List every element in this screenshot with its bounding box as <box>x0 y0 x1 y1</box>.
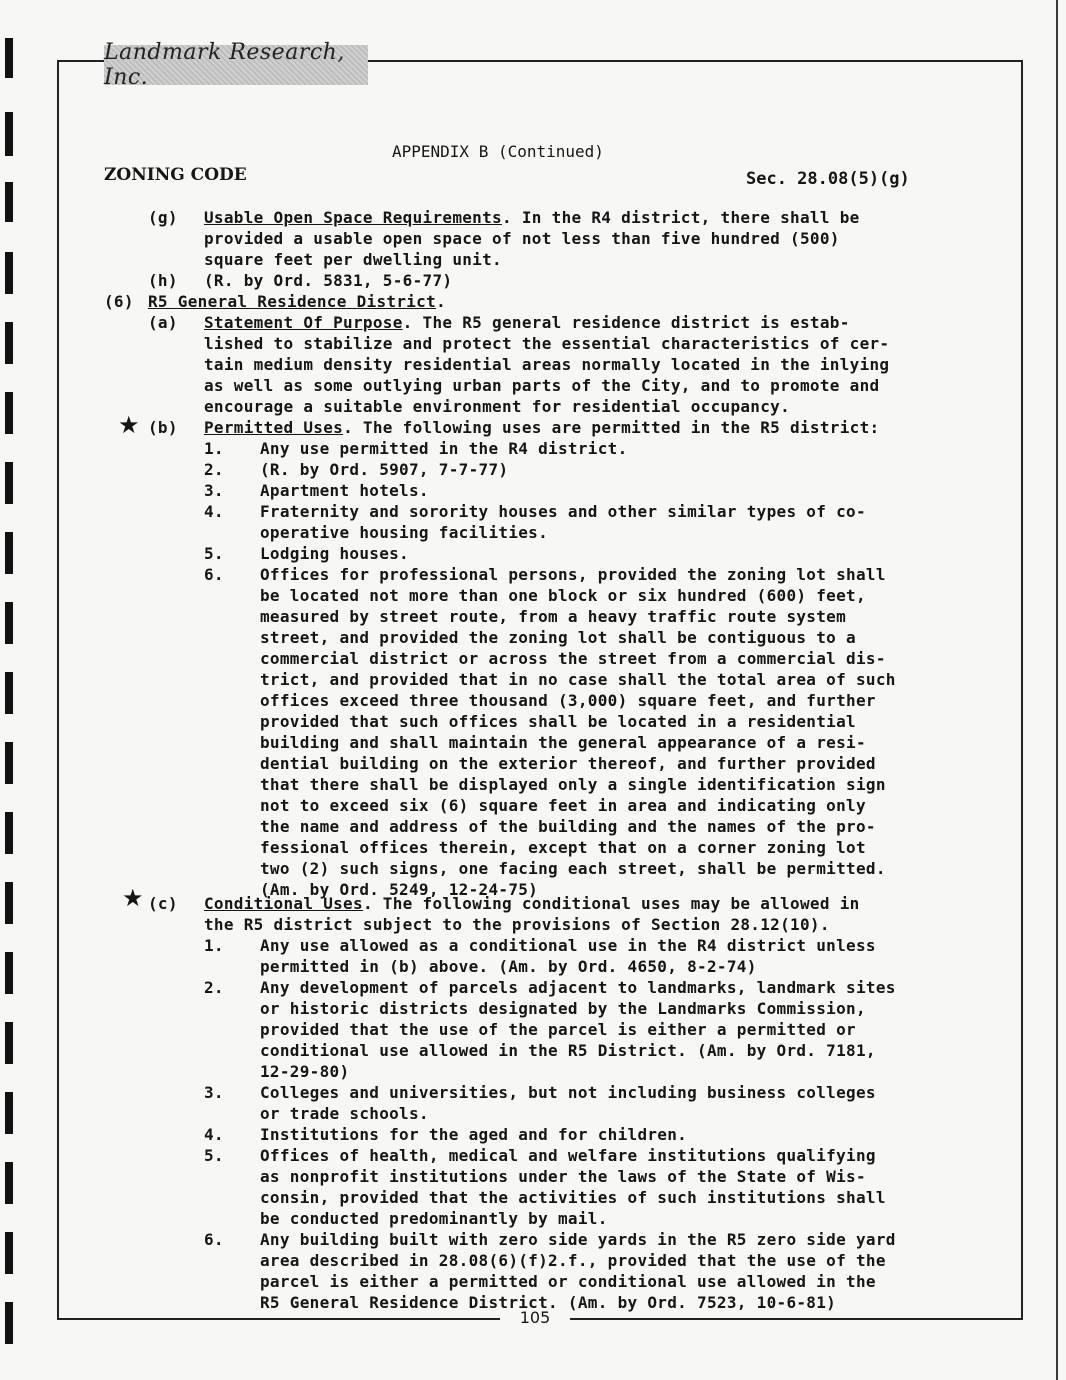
binding-hole-mark <box>5 322 13 364</box>
section-g-line: . In the R4 district, there shall be <box>501 208 860 227</box>
list-item: or historic districts designated by the Landmarks Commission, <box>260 999 866 1018</box>
list-item: the name and address of the building and the names of the pro- <box>260 817 876 836</box>
list-item: commercial district or across the street from a commercial dis- <box>260 649 886 668</box>
list-item: measured by street route, from a heavy traffic route system <box>260 607 847 626</box>
list-item-number: 3. <box>204 481 224 500</box>
list-item: Colleges and universities, but not including business colleges <box>260 1083 876 1102</box>
list-item: dential building on the exterior thereof, and further provided <box>260 754 876 773</box>
section-a-line: encourage a suitable environment for residential occupancy. <box>204 397 791 416</box>
zoning-code-label: ZONING CODE <box>104 165 247 185</box>
list-item: area described in 28.08(6)(f)2.f., provided that the use of the <box>260 1251 886 1270</box>
section-a-heading <box>204 313 850 333</box>
section-a-title: Statement Of Purpose <box>204 313 403 332</box>
binding-hole-mark <box>5 882 13 924</box>
binding-hole-mark <box>5 812 13 854</box>
list-item: consin, provided that the activities of such institutions shall <box>260 1188 886 1207</box>
section-a-label: (a) <box>148 313 178 332</box>
list-item: two (2) such signs, one facing each street, shall be permitted. <box>260 859 886 878</box>
list-item: permitted in (b) above. (Am. by Ord. 4650, 8-2-74) <box>260 957 757 976</box>
list-item: Any use allowed as a conditional use in the R4 district unless <box>260 936 876 955</box>
section-g-label: (g) <box>148 208 178 227</box>
binding-hole-mark <box>5 672 13 714</box>
section-6-label: (6) <box>104 292 134 311</box>
section-6-heading <box>148 292 446 312</box>
binding-hole-mark <box>5 742 13 784</box>
list-item: be conducted predominantly by mail. <box>260 1209 608 1228</box>
list-item: (R. by Ord. 5907, 7-7-77) <box>260 460 509 479</box>
star-icon: ★ <box>122 884 144 912</box>
list-item: Any development of parcels adjacent to landmarks, landmark sites <box>260 978 896 997</box>
section-a-line: lished to stabilize and protect the essential characteristics of cer- <box>204 334 890 353</box>
list-item: provided that such offices shall be located in a residential <box>260 712 856 731</box>
list-item: provided that the use of the parcel is either a permitted or <box>260 1020 856 1039</box>
section-c-title: Conditional Uses <box>204 894 363 913</box>
list-item: Fraternity and sorority houses and other similar types of co- <box>260 502 866 521</box>
list-item-number: 2. <box>204 978 224 997</box>
binding-hole-mark <box>5 38 13 78</box>
list-item: operative housing facilities. <box>260 523 549 542</box>
list-item: 12-29-80) <box>260 1062 350 1081</box>
section-c-heading <box>204 894 860 914</box>
section-g-line: square feet per dwelling unit. <box>204 250 502 269</box>
section-c-intro: . The following conditional uses may be allowed in <box>362 894 860 913</box>
list-item: trict, and provided that in no case shall the total area of such <box>260 670 896 689</box>
list-item: offices exceed three thousand (3,000) square feet, and further <box>260 691 876 710</box>
binding-hole-mark <box>5 462 13 504</box>
binding-hole-mark <box>5 252 13 294</box>
list-item: Institutions for the aged and for children. <box>260 1125 688 1144</box>
list-item: Lodging houses. <box>260 544 409 563</box>
list-item-number: 5. <box>204 544 224 563</box>
binding-hole-mark <box>5 952 13 994</box>
binding-hole-mark <box>5 532 13 574</box>
binding-hole-mark <box>5 1092 13 1134</box>
section-g-line: provided a usable open space of not less than five hundred (500) <box>204 229 840 248</box>
section-h-text: (R. by Ord. 5831, 5-6-77) <box>204 271 453 290</box>
list-item: Offices of health, medical and welfare institutions qualifying <box>260 1146 876 1165</box>
section-a-line: as well as some outlying urban parts of the City, and to promote and <box>204 376 880 395</box>
binding-hole-mark <box>5 182 13 222</box>
section-b-label: (b) <box>148 418 178 437</box>
list-item: Any use permitted in the R4 district. <box>260 439 628 458</box>
appendix-title: APPENDIX B (Continued) <box>392 142 604 161</box>
page-edge <box>1056 0 1058 1380</box>
section-reference: Sec. 28.08(5)(g) <box>746 169 910 189</box>
section-b-heading <box>204 418 879 438</box>
list-item: not to exceed six (6) square feet in area and indicating only <box>260 796 866 815</box>
list-item-number: 6. <box>204 1230 224 1249</box>
section-6-title: R5 General Residence District <box>148 292 437 311</box>
list-item-number: 4. <box>204 1125 224 1144</box>
list-item: building and shall maintain the general appearance of a resi- <box>260 733 866 752</box>
list-item: or trade schools. <box>260 1104 429 1123</box>
binding-hole-mark <box>5 1022 13 1064</box>
list-item: R5 General Residence District. (Am. by Ord. 7523, 10-6-81) <box>260 1293 837 1312</box>
section-a-line: tain medium density residential areas normally located in the inlying <box>204 355 890 374</box>
list-item-number: 1. <box>204 936 224 955</box>
list-item-number: 3. <box>204 1083 224 1102</box>
list-item-number: 5. <box>204 1146 224 1165</box>
section-a-line: . The R5 general residence district is estab- <box>402 313 850 332</box>
list-item-number: 4. <box>204 502 224 521</box>
list-item: parcel is either a permitted or conditional use allowed in the <box>260 1272 876 1291</box>
binding-hole-mark <box>5 1302 13 1344</box>
list-item: as nonprofit institutions under the laws of the State of Wis- <box>260 1167 866 1186</box>
list-item-number: 1. <box>204 439 224 458</box>
binding-hole-mark <box>5 392 13 434</box>
binding-hole-mark <box>5 112 13 156</box>
binding-hole-mark <box>5 1232 13 1274</box>
list-item: be located not more than one block or six hundred (600) feet, <box>260 586 866 605</box>
star-icon: ★ <box>118 411 140 439</box>
list-item: (Am. by Ord. 5249, 12-24-75) <box>260 880 539 899</box>
binding-hole-mark <box>5 1162 13 1204</box>
section-b-title: Permitted Uses <box>204 418 344 437</box>
list-item: Any building built with zero side yards in the R5 zero side yard <box>260 1230 896 1249</box>
page-number: 105 <box>500 1308 570 1332</box>
section-b-intro: . The following uses are permitted in the R5 district: <box>343 418 880 437</box>
list-item: that there shall be displayed only a single identification sign <box>260 775 886 794</box>
section-g-title: Usable Open Space Requirements <box>204 208 502 227</box>
list-item-number: 6. <box>204 565 224 584</box>
list-item-number: 2. <box>204 460 224 479</box>
list-item: Offices for professional persons, provided the zoning lot shall <box>260 565 886 584</box>
list-item: street, and provided the zoning lot shall be contiguous to a <box>260 628 856 647</box>
list-item: conditional use allowed in the R5 District. (Am. by Ord. 7181, <box>260 1041 876 1060</box>
publisher-logo: Landmark Research, Inc. <box>104 45 368 85</box>
list-item: Apartment hotels. <box>260 481 429 500</box>
section-c-label: (c) <box>148 894 178 913</box>
section-6-suffix: . <box>436 292 446 311</box>
binding-hole-mark <box>5 602 13 644</box>
section-g-heading <box>204 208 860 228</box>
list-item: fessional offices therein, except that on a corner zoning lot <box>260 838 866 857</box>
section-h-label: (h) <box>148 271 178 290</box>
section-c-intro: the R5 district subject to the provisions of Section 28.12(10). <box>204 915 830 934</box>
